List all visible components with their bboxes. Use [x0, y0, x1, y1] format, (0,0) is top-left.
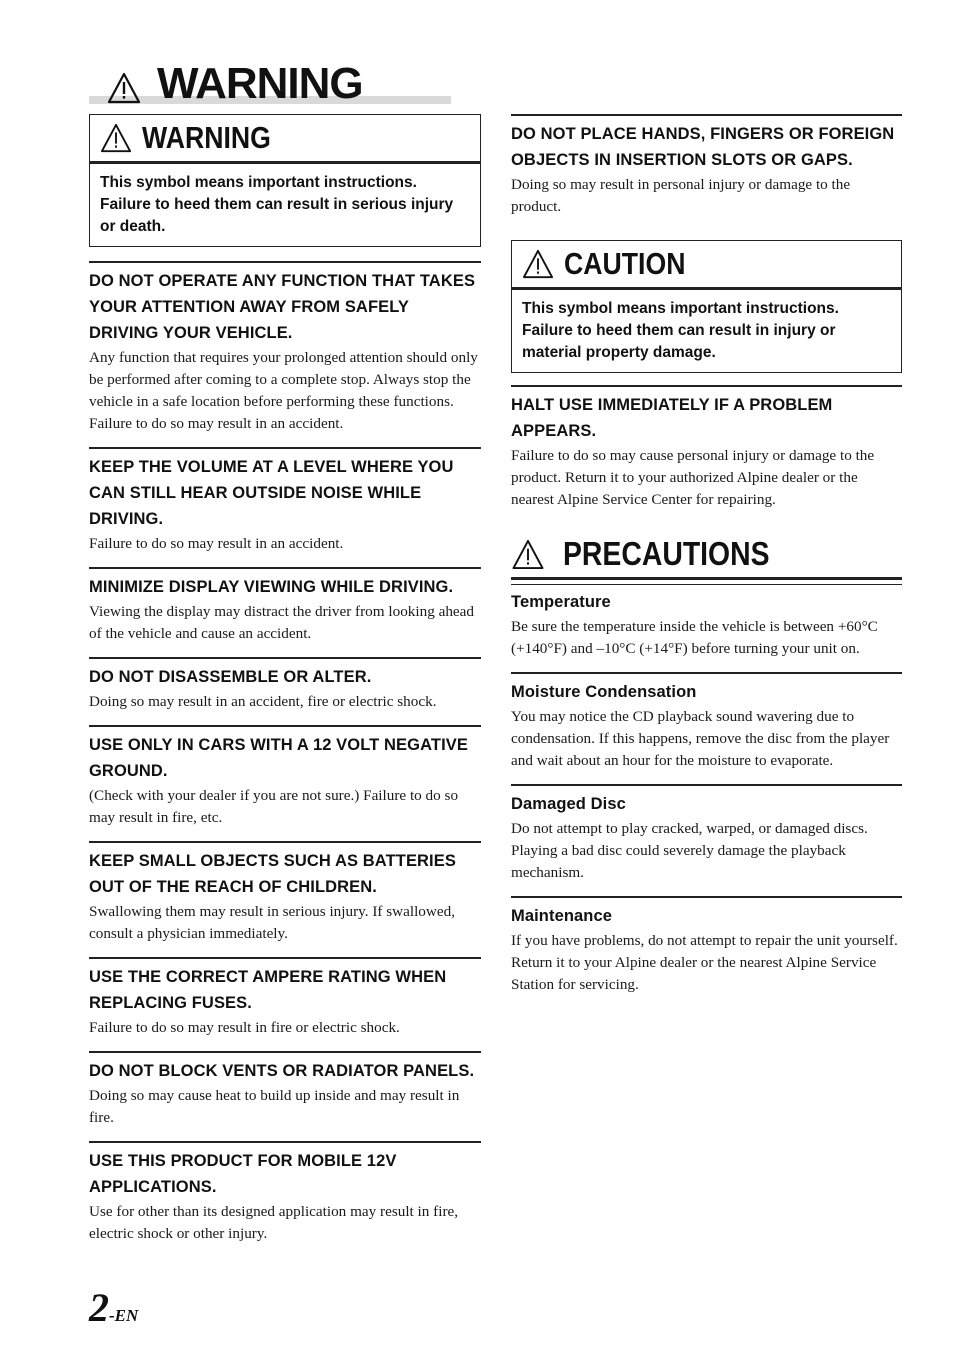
section-body: Doing so may result in an accident, fire or electric shock.	[89, 693, 437, 710]
section-item	[89, 567, 481, 645]
warning-triangle-icon	[522, 249, 554, 279]
page-number	[89, 1284, 138, 1331]
warning-box-header	[90, 115, 480, 164]
warning-section	[511, 114, 902, 218]
section-body: Doing so may result in personal injury or damage to the product.	[511, 176, 851, 215]
section-body: Viewing the display may distract the driver from looking ahead of the vehicle and cause an accident.	[89, 603, 474, 642]
section-title: MINIMIZE DISPLAY VIEWING WHILE DRIVING.	[89, 578, 454, 596]
section-title: DO NOT DISASSEMBLE OR ALTER.	[89, 668, 372, 686]
section-item	[89, 261, 481, 435]
page-title: WARNING	[157, 59, 363, 108]
warning-triangle-icon	[511, 539, 545, 570]
warning-box-heading: WARNING	[142, 120, 271, 155]
section-item	[511, 896, 902, 996]
precautions-heading: PRECAUTIONS	[563, 535, 770, 572]
section-title: Moisture Condensation	[511, 683, 697, 701]
section-body: If you have problems, do not attempt to repair the unit yourself. Return it to your Alpine dealer or the nearest Alpine Service Station for servicing.	[511, 932, 898, 993]
section-title: USE THIS PRODUCT FOR MOBILE 12V APPLICATIONS.	[89, 1152, 397, 1196]
page-title-banner	[89, 59, 451, 108]
section-body: You may notice the CD playback sound wavering due to condensation. If this happens, remove the disc from the player and wait about an hour for the moisture to evaporate.	[511, 708, 890, 769]
section-title: HALT USE IMMEDIATELY IF A PROBLEM APPEARS.	[511, 396, 833, 440]
right-column	[511, 114, 902, 1008]
section-body: Failure to do so may result in an accident.	[89, 535, 344, 552]
section-body: Use for other than its designed application may result in fire, electric shock or other injury.	[89, 1203, 459, 1242]
warning-triangle-icon	[107, 72, 141, 104]
warning-sections	[89, 261, 481, 1245]
section-item	[511, 584, 902, 660]
caution-box-header	[512, 241, 901, 290]
section-item	[89, 657, 481, 713]
section-item	[511, 672, 902, 772]
section-title: USE ONLY IN CARS WITH A 12 VOLT NEGATIVE GROUND.	[89, 736, 468, 780]
warning-triangle-icon	[100, 123, 132, 153]
section-body: Be sure the temperature inside the vehicle is between +60°C (+140°F) and –10°C (+14°F) before turning your unit on.	[511, 618, 878, 657]
section-title: USE THE CORRECT AMPERE RATING WHEN REPLACING FUSES.	[89, 968, 447, 1012]
section-item	[89, 1051, 481, 1129]
section-item	[89, 725, 481, 829]
caution-box-text: This symbol means important instructions. Failure to heed them can result in injury or material property damage.	[522, 300, 839, 361]
section-title: Maintenance	[511, 907, 613, 925]
section-title: Temperature	[511, 593, 611, 611]
left-column	[89, 114, 481, 1257]
precautions-header	[511, 531, 902, 580]
warning-box-text: This symbol means important instructions. Failure to heed them can result in serious injury or death.	[100, 174, 454, 235]
section-body: Doing so may cause heat to build up inside and may result in fire.	[89, 1087, 460, 1126]
section-title: DO NOT OPERATE ANY FUNCTION THAT TAKES YOUR ATTENTION AWAY FROM SAFELY DRIVING YOUR VEHICLE.	[89, 272, 476, 342]
section-title: Damaged Disc	[511, 795, 626, 813]
caution-definition-box	[511, 240, 902, 373]
section-item	[89, 841, 481, 945]
precautions-block	[511, 531, 902, 996]
section-item	[89, 957, 481, 1039]
section-item	[511, 784, 902, 884]
caution-box-heading: CAUTION	[564, 246, 686, 281]
section-title: KEEP SMALL OBJECTS SUCH AS BATTERIES OUT OF THE REACH OF CHILDREN.	[89, 852, 456, 896]
section-body: Do not attempt to play cracked, warped, or damaged discs. Playing a bad disc could severely damage the playback mechanism.	[511, 820, 868, 881]
section-item	[89, 1141, 481, 1245]
section-body: Failure to do so may cause personal injury or damage to the product. Return it to your authorized Alpine dealer or the nearest Alpine Service Center for repairing.	[511, 447, 875, 508]
section-body: Any function that requires your prolonged attention should only be performed after coming to a complete stop. Always stop the vehicle in a safe location before performing these functions. Failure to do so may result in an accident.	[89, 349, 478, 432]
precautions-sections	[511, 584, 902, 996]
section-item	[89, 447, 481, 555]
section-body: (Check with your dealer if you are not sure.) Failure to do so may result in fire, etc.	[89, 787, 459, 826]
section-title: DO NOT BLOCK VENTS OR RADIATOR PANELS.	[89, 1062, 475, 1080]
section-title: DO NOT PLACE HANDS, FINGERS OR FOREIGN OBJECTS IN INSERTION SLOTS OR GAPS.	[511, 125, 895, 169]
page-number-digit: 2	[89, 1285, 109, 1330]
section-body: Swallowing them may result in serious injury. If swallowed, consult a physician immediately.	[89, 903, 455, 942]
section-body: Failure to do so may result in fire or electric shock.	[89, 1019, 400, 1036]
caution-section	[511, 385, 902, 511]
section-title: KEEP THE VOLUME AT A LEVEL WHERE YOU CAN STILL HEAR OUTSIDE NOISE WHILE DRIVING.	[89, 458, 454, 528]
warning-definition-box	[89, 114, 481, 247]
page-number-suffix: -EN	[109, 1306, 139, 1325]
